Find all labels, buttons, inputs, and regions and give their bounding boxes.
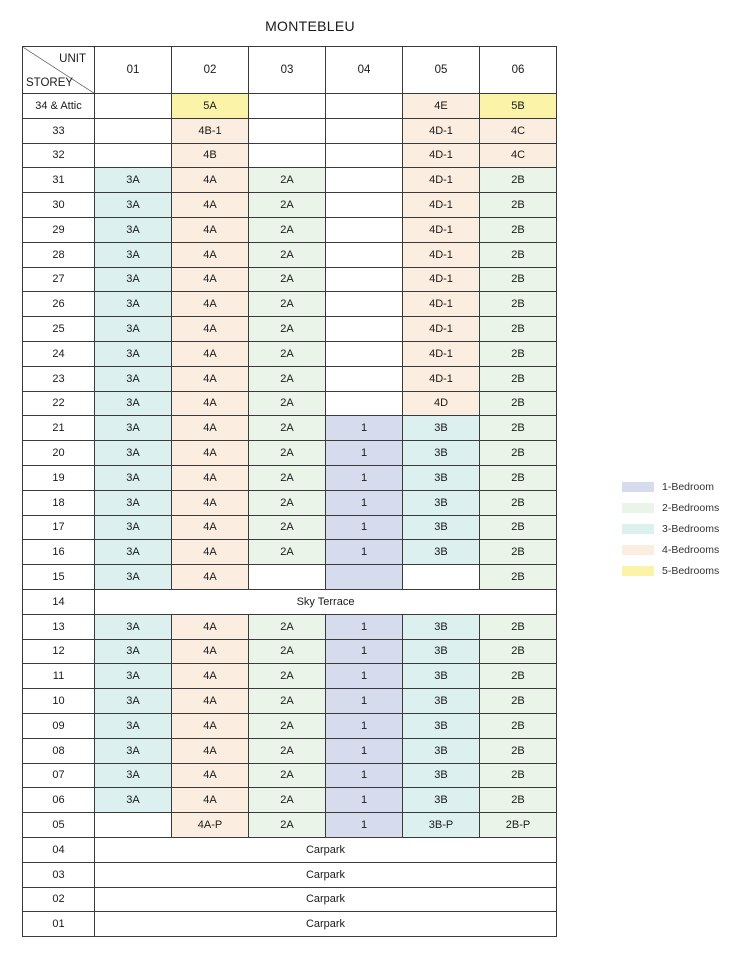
storey-cell: 07 <box>23 763 95 788</box>
unit-column-header: 01 <box>95 47 172 94</box>
bedroom-legend <box>622 476 719 581</box>
unit-type-cell: 3A <box>95 317 172 342</box>
table-row <box>23 317 557 342</box>
unit-type-cell <box>95 143 172 168</box>
unit-type-cell: 2A <box>249 267 326 292</box>
unit-type-cell <box>326 94 403 119</box>
legend-label: 4-Bedrooms <box>662 543 720 556</box>
legend-swatch <box>622 524 654 534</box>
unit-type-cell <box>326 391 403 416</box>
unit-type-cell: 2B <box>480 788 557 813</box>
unit-type-cell: 3B-P <box>403 813 480 838</box>
table-row <box>23 217 557 242</box>
storey-cell: 26 <box>23 292 95 317</box>
table-row <box>23 341 557 366</box>
merged-row-cell: Carpark <box>95 837 557 862</box>
unit-type-cell <box>326 366 403 391</box>
storey-cell: 01 <box>23 912 95 937</box>
unit-type-cell: 1 <box>326 788 403 813</box>
unit-type-cell: 3B <box>403 490 480 515</box>
unit-type-cell: 4D-1 <box>403 193 480 218</box>
unit-type-cell: 1 <box>326 614 403 639</box>
unit-column-header: 03 <box>249 47 326 94</box>
storey-cell: 03 <box>23 862 95 887</box>
storey-cell: 02 <box>23 887 95 912</box>
legend-label: 2-Bedrooms <box>662 501 720 514</box>
unit-type-cell: 2B <box>480 217 557 242</box>
unit-type-cell: 3A <box>95 689 172 714</box>
merged-row-cell: Sky Terrace <box>95 589 557 614</box>
legend-item <box>622 518 719 539</box>
storey-cell: 33 <box>23 118 95 143</box>
table-row <box>23 490 557 515</box>
unit-type-cell: 4B-1 <box>172 118 249 143</box>
unit-type-cell: 2A <box>249 639 326 664</box>
unit-type-cell: 1 <box>326 664 403 689</box>
unit-type-cell: 4A <box>172 763 249 788</box>
unit-type-cell: 3A <box>95 763 172 788</box>
unit-type-cell: 1 <box>326 416 403 441</box>
table-row <box>23 366 557 391</box>
unit-type-cell: 4D <box>403 391 480 416</box>
unit-type-cell: 4A <box>172 540 249 565</box>
unit-type-cell: 4A <box>172 788 249 813</box>
unit-type-cell: 2B <box>480 242 557 267</box>
unit-type-cell <box>326 143 403 168</box>
unit-type-cell: 2A <box>249 614 326 639</box>
table-row <box>23 788 557 813</box>
table-row <box>23 391 557 416</box>
storey-cell: 13 <box>23 614 95 639</box>
storey-cell: 17 <box>23 515 95 540</box>
unit-type-cell: 3B <box>403 763 480 788</box>
unit-type-cell: 3B <box>403 738 480 763</box>
unit-type-cell <box>95 118 172 143</box>
storey-cell: 09 <box>23 713 95 738</box>
unit-type-cell: 4A <box>172 217 249 242</box>
unit-type-cell: 2A <box>249 515 326 540</box>
unit-type-cell: 3A <box>95 738 172 763</box>
storey-header-label: STOREY <box>26 77 74 89</box>
unit-type-cell: 2A <box>249 689 326 714</box>
unit-storey-corner-cell <box>23 47 95 94</box>
unit-type-cell: 1 <box>326 465 403 490</box>
unit-type-cell: 4A <box>172 317 249 342</box>
unit-type-cell: 4A <box>172 441 249 466</box>
unit-column-header: 02 <box>172 47 249 94</box>
unit-type-cell: 2B <box>480 639 557 664</box>
unit-type-cell: 2B <box>480 664 557 689</box>
storey-cell: 32 <box>23 143 95 168</box>
unit-type-cell: 4A <box>172 292 249 317</box>
legend-label: 1-Bedroom <box>662 480 714 493</box>
unit-type-cell: 2A <box>249 664 326 689</box>
unit-type-cell: 3B <box>403 441 480 466</box>
unit-type-cell: 4C <box>480 118 557 143</box>
table-row <box>23 267 557 292</box>
unit-type-cell <box>95 94 172 119</box>
unit-type-cell: 2B <box>480 366 557 391</box>
merged-row-cell: Carpark <box>95 862 557 887</box>
unit-type-cell: 2B <box>480 193 557 218</box>
table-row <box>23 193 557 218</box>
table-row <box>23 689 557 714</box>
legend-label: 5-Bedrooms <box>662 564 720 577</box>
legend-item <box>622 497 719 518</box>
unit-type-cell: 5A <box>172 94 249 119</box>
unit-type-cell: 3B <box>403 689 480 714</box>
unit-type-cell: 2B <box>480 713 557 738</box>
storey-cell: 12 <box>23 639 95 664</box>
table-row <box>23 763 557 788</box>
storey-cell: 18 <box>23 490 95 515</box>
unit-type-cell: 2B <box>480 168 557 193</box>
table-row <box>23 813 557 838</box>
unit-type-cell: 2B <box>480 515 557 540</box>
unit-type-cell <box>326 267 403 292</box>
unit-type-cell: 4A <box>172 242 249 267</box>
unit-type-cell: 1 <box>326 713 403 738</box>
unit-type-cell: 2A <box>249 242 326 267</box>
merged-row-cell: Carpark <box>95 912 557 937</box>
unit-type-cell: 4A <box>172 639 249 664</box>
storey-cell: 24 <box>23 341 95 366</box>
legend-swatch <box>622 545 654 555</box>
unit-type-cell: 4A <box>172 267 249 292</box>
unit-type-cell <box>249 94 326 119</box>
unit-type-cell <box>326 292 403 317</box>
unit-type-cell: 4D-1 <box>403 341 480 366</box>
storey-cell: 05 <box>23 813 95 838</box>
storey-cell: 06 <box>23 788 95 813</box>
unit-type-cell: 4A <box>172 366 249 391</box>
unit-type-cell: 3A <box>95 267 172 292</box>
unit-type-cell: 2B <box>480 465 557 490</box>
unit-type-cell: 3A <box>95 490 172 515</box>
unit-type-cell: 4E <box>403 94 480 119</box>
legend-item <box>622 539 719 560</box>
unit-type-cell: 1 <box>326 813 403 838</box>
unit-type-cell <box>249 565 326 590</box>
unit-type-cell: 1 <box>326 441 403 466</box>
table-row <box>23 738 557 763</box>
page-title: MONTEBLEU <box>265 18 355 34</box>
unit-type-cell: 3A <box>95 639 172 664</box>
table-row <box>23 540 557 565</box>
unit-type-cell: 4D-1 <box>403 317 480 342</box>
table-row <box>23 168 557 193</box>
unit-type-cell: 3B <box>403 664 480 689</box>
unit-type-cell: 2B <box>480 565 557 590</box>
unit-type-cell: 1 <box>326 540 403 565</box>
table-row <box>23 664 557 689</box>
storey-cell: 04 <box>23 837 95 862</box>
storey-cell: 15 <box>23 565 95 590</box>
unit-type-cell: 3A <box>95 614 172 639</box>
unit-type-cell <box>326 341 403 366</box>
unit-type-cell: 3A <box>95 515 172 540</box>
unit-type-cell: 2B <box>480 763 557 788</box>
unit-type-cell: 4D-1 <box>403 143 480 168</box>
unit-type-cell: 4A <box>172 738 249 763</box>
unit-type-cell: 3A <box>95 341 172 366</box>
unit-type-cell: 2A <box>249 490 326 515</box>
unit-type-cell: 2B <box>480 391 557 416</box>
unit-type-cell <box>326 118 403 143</box>
table-row <box>23 887 557 912</box>
unit-type-cell: 4D-1 <box>403 118 480 143</box>
table-row <box>23 441 557 466</box>
table-row <box>23 465 557 490</box>
unit-type-cell <box>326 217 403 242</box>
storey-cell: 34 & Attic <box>23 94 95 119</box>
unit-type-cell: 2B <box>480 738 557 763</box>
unit-type-cell: 3A <box>95 366 172 391</box>
table-row <box>23 515 557 540</box>
unit-type-cell: 3A <box>95 193 172 218</box>
unit-type-cell: 2B <box>480 490 557 515</box>
unit-type-cell: 4D-1 <box>403 217 480 242</box>
unit-type-cell <box>249 143 326 168</box>
unit-type-cell: 2A <box>249 317 326 342</box>
unit-type-cell: 2A <box>249 366 326 391</box>
legend-item <box>622 476 719 497</box>
unit-type-cell: 2A <box>249 193 326 218</box>
unit-type-cell: 2A <box>249 416 326 441</box>
table-row <box>23 118 557 143</box>
unit-type-cell <box>326 565 403 590</box>
unit-type-cell: 4A <box>172 713 249 738</box>
storey-cell: 22 <box>23 391 95 416</box>
unit-type-cell: 5B <box>480 94 557 119</box>
unit-type-cell: 2A <box>249 217 326 242</box>
unit-type-cell: 2B <box>480 292 557 317</box>
unit-type-cell: 3A <box>95 292 172 317</box>
legend-swatch <box>622 566 654 576</box>
unit-type-cell: 4A <box>172 689 249 714</box>
unit-type-cell: 4D-1 <box>403 292 480 317</box>
unit-type-cell: 4A <box>172 614 249 639</box>
table-row <box>23 912 557 937</box>
unit-type-cell: 4A <box>172 416 249 441</box>
storey-cell: 20 <box>23 441 95 466</box>
table-row <box>23 94 557 119</box>
unit-type-cell: 3A <box>95 416 172 441</box>
unit-type-cell: 2B <box>480 341 557 366</box>
unit-type-cell: 1 <box>326 738 403 763</box>
unit-type-cell <box>95 813 172 838</box>
unit-type-cell: 2A <box>249 391 326 416</box>
unit-type-cell: 2A <box>249 763 326 788</box>
unit-type-cell: 2A <box>249 713 326 738</box>
unit-type-cell <box>249 118 326 143</box>
unit-type-cell: 4D-1 <box>403 242 480 267</box>
unit-type-cell: 4A <box>172 341 249 366</box>
storey-cell: 11 <box>23 664 95 689</box>
table-row <box>23 837 557 862</box>
unit-column-header: 06 <box>480 47 557 94</box>
unit-type-cell: 4A <box>172 664 249 689</box>
legend-label: 3-Bedrooms <box>662 522 720 535</box>
unit-type-cell: 2B <box>480 267 557 292</box>
unit-type-cell: 4A <box>172 565 249 590</box>
unit-type-cell: 4A <box>172 193 249 218</box>
table-row <box>23 589 557 614</box>
table-row <box>23 565 557 590</box>
storey-cell: 08 <box>23 738 95 763</box>
unit-type-cell: 3B <box>403 540 480 565</box>
unit-type-cell: 2B <box>480 416 557 441</box>
unit-type-cell <box>326 317 403 342</box>
unit-type-cell: 2A <box>249 441 326 466</box>
unit-type-cell: 3B <box>403 515 480 540</box>
storey-cell: 28 <box>23 242 95 267</box>
unit-type-cell: 3A <box>95 465 172 490</box>
unit-type-cell: 4A <box>172 465 249 490</box>
table-row <box>23 143 557 168</box>
table-body <box>23 47 557 937</box>
legend-item <box>622 560 719 581</box>
unit-type-cell: 1 <box>326 639 403 664</box>
storey-cell: 31 <box>23 168 95 193</box>
unit-type-cell: 4A-P <box>172 813 249 838</box>
unit-column-header: 05 <box>403 47 480 94</box>
unit-type-cell: 2B <box>480 317 557 342</box>
unit-type-cell: 3A <box>95 788 172 813</box>
storey-cell: 14 <box>23 589 95 614</box>
storey-cell: 30 <box>23 193 95 218</box>
unit-type-cell: 3A <box>95 217 172 242</box>
unit-type-cell: 2B <box>480 540 557 565</box>
unit-type-cell: 4A <box>172 391 249 416</box>
unit-mix-table <box>22 46 557 937</box>
unit-type-cell: 3B <box>403 639 480 664</box>
unit-type-cell: 2B <box>480 614 557 639</box>
storey-cell: 25 <box>23 317 95 342</box>
unit-type-cell: 2B <box>480 689 557 714</box>
unit-type-cell: 3B <box>403 465 480 490</box>
unit-type-cell: 3A <box>95 391 172 416</box>
storey-cell: 23 <box>23 366 95 391</box>
unit-type-cell: 2A <box>249 540 326 565</box>
unit-type-cell: 2A <box>249 465 326 490</box>
table-row <box>23 713 557 738</box>
unit-type-cell: 2A <box>249 788 326 813</box>
unit-type-cell: 4D-1 <box>403 366 480 391</box>
unit-type-cell <box>403 565 480 590</box>
unit-type-cell: 4C <box>480 143 557 168</box>
unit-type-cell: 4A <box>172 168 249 193</box>
unit-type-cell: 4D-1 <box>403 267 480 292</box>
unit-type-cell <box>326 168 403 193</box>
storey-cell: 27 <box>23 267 95 292</box>
table-row <box>23 639 557 664</box>
table-row <box>23 614 557 639</box>
storey-cell: 16 <box>23 540 95 565</box>
table-row <box>23 862 557 887</box>
unit-type-cell: 2A <box>249 341 326 366</box>
unit-type-cell: 1 <box>326 515 403 540</box>
storey-cell: 19 <box>23 465 95 490</box>
unit-type-cell: 3A <box>95 168 172 193</box>
table-row <box>23 292 557 317</box>
unit-type-cell <box>326 193 403 218</box>
unit-type-cell: 3A <box>95 565 172 590</box>
unit-header-label: UNIT <box>59 53 86 65</box>
unit-type-cell: 1 <box>326 490 403 515</box>
table-row <box>23 416 557 441</box>
unit-type-cell: 2A <box>249 738 326 763</box>
unit-type-cell: 3A <box>95 540 172 565</box>
unit-type-cell: 2B <box>480 441 557 466</box>
unit-type-cell: 2A <box>249 813 326 838</box>
unit-type-cell: 1 <box>326 689 403 714</box>
unit-type-cell: 3B <box>403 713 480 738</box>
table-row <box>23 242 557 267</box>
unit-type-cell <box>326 242 403 267</box>
unit-type-cell: 3A <box>95 713 172 738</box>
unit-type-cell: 3B <box>403 614 480 639</box>
storey-cell: 10 <box>23 689 95 714</box>
unit-type-cell: 4A <box>172 515 249 540</box>
unit-column-header: 04 <box>326 47 403 94</box>
unit-type-cell: 2A <box>249 168 326 193</box>
unit-type-cell: 3A <box>95 242 172 267</box>
unit-type-cell: 4B <box>172 143 249 168</box>
unit-type-cell: 2A <box>249 292 326 317</box>
storey-cell: 29 <box>23 217 95 242</box>
header-row <box>23 47 557 94</box>
legend-swatch <box>622 482 654 492</box>
unit-type-cell: 3B <box>403 416 480 441</box>
legend-swatch <box>622 503 654 513</box>
unit-type-cell: 1 <box>326 763 403 788</box>
unit-type-cell: 3A <box>95 664 172 689</box>
merged-row-cell: Carpark <box>95 887 557 912</box>
unit-type-cell: 3A <box>95 441 172 466</box>
unit-type-cell: 4D-1 <box>403 168 480 193</box>
unit-type-cell: 4A <box>172 490 249 515</box>
storey-cell: 21 <box>23 416 95 441</box>
unit-type-cell: 2B-P <box>480 813 557 838</box>
unit-type-cell: 3B <box>403 788 480 813</box>
